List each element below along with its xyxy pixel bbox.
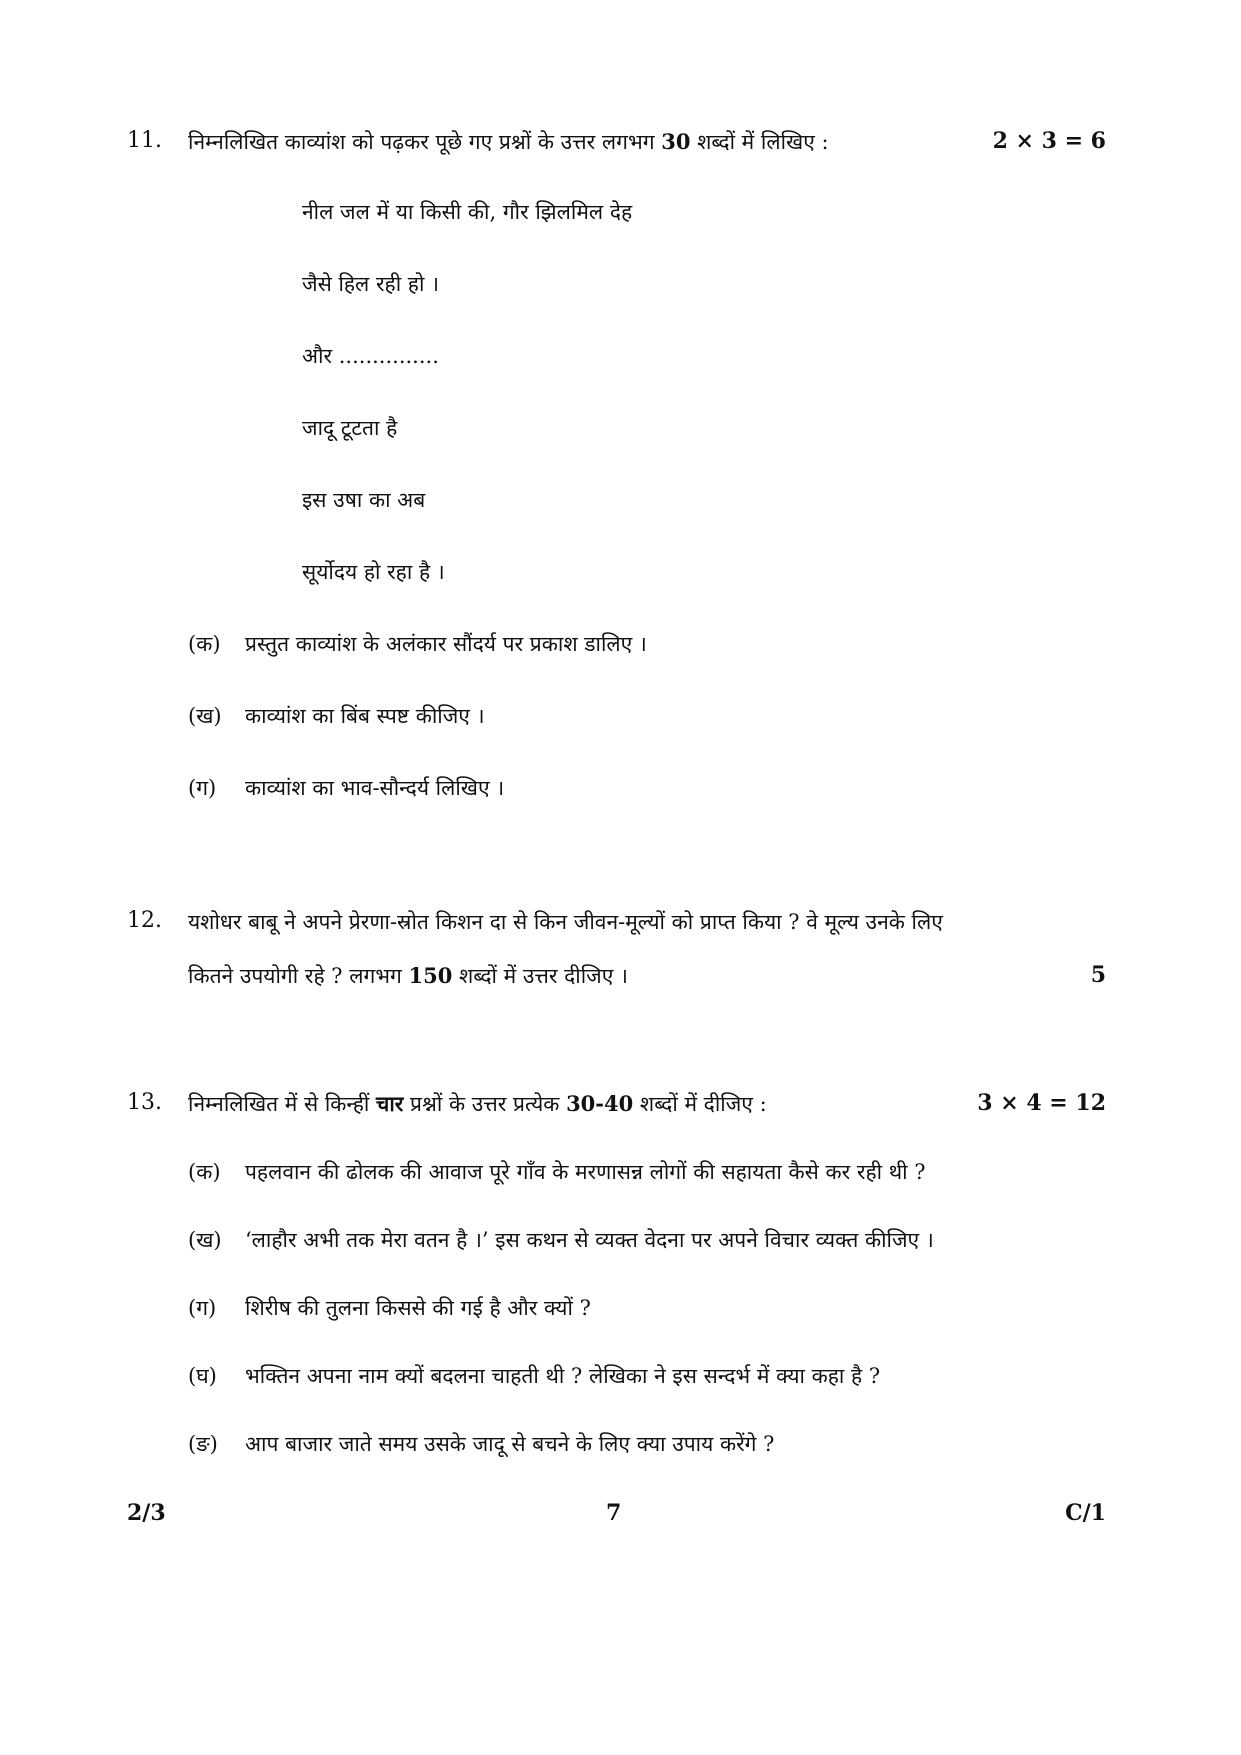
page-number: 7 bbox=[606, 1500, 622, 1526]
poem-line-3: और ............... bbox=[302, 344, 439, 368]
question-13-word-range: 30-40 bbox=[566, 1091, 634, 1116]
q11-sub-text-kha: काव्यांश का बिंब स्पष्ट कीजिए । bbox=[245, 704, 485, 728]
question-13-marks: 3 × 4 = 12 bbox=[977, 1090, 1106, 1116]
question-13-count-word: चार bbox=[375, 1091, 404, 1116]
poem-line-6: सूर्योदय हो रहा है । bbox=[302, 560, 445, 584]
q13-sub-text-ka: पहलवान की ढोलक की आवाज पूरे गाँव के मरणासन्न लोगों की सहायता कैसे कर रही थी ? bbox=[245, 1160, 926, 1184]
poem-line-5: इस उषा का अब bbox=[302, 488, 426, 512]
question-11-number: 11. bbox=[127, 128, 162, 153]
question-12-line-2-part1: कितने उपयोगी रहे ? लगभग bbox=[188, 964, 409, 988]
q13-sub-text-ga: शिरीष की तुलना किससे की गई है और क्यों ? bbox=[245, 1296, 591, 1320]
footer-set: C/1 bbox=[1065, 1500, 1106, 1526]
q13-sub-label-ka: (क) bbox=[188, 1160, 221, 1184]
question-12-line-1: यशोधर बाबू ने अपने प्रेरणा-स्रोत किशन दा से किन जीवन-मूल्यों को प्राप्त किया ? वे मूल्य उनके लिए bbox=[188, 910, 943, 934]
question-12-line-2-part2: शब्दों में उत्तर दीजिए । bbox=[452, 964, 628, 988]
question-13-text bbox=[188, 1090, 767, 1118]
question-12-number: 12. bbox=[127, 908, 162, 933]
question-13-text-part1: निम्नलिखित में से किन्हीं bbox=[188, 1092, 376, 1116]
question-12-word-count: 150 bbox=[408, 963, 453, 988]
q11-sub-text-ka: प्रस्तुत काव्यांश के अलंकार सौंदर्य पर प्रकाश डालिए । bbox=[245, 632, 647, 656]
question-12-marks: 5 bbox=[1090, 962, 1106, 988]
q13-sub-label-ga: (ग) bbox=[188, 1296, 217, 1320]
poem-line-4: जादू टूटता है bbox=[302, 416, 398, 440]
q11-sub-label-kha: (ख) bbox=[188, 704, 222, 728]
question-11-text-part2: शब्दों में लिखिए : bbox=[690, 130, 829, 154]
footer-code: 2/3 bbox=[127, 1500, 166, 1526]
q13-sub-label-gha: (घ) bbox=[188, 1364, 217, 1388]
q11-sub-text-ga: काव्यांश का भाव-सौन्दर्य लिखिए । bbox=[245, 776, 505, 800]
question-13-number: 13. bbox=[127, 1090, 162, 1115]
question-13-text-part3: शब्दों में दीजिए : bbox=[633, 1092, 767, 1116]
question-11-text bbox=[188, 128, 829, 156]
question-12-line-2 bbox=[188, 962, 628, 990]
question-13-text-part2: प्रश्नों के उत्तर प्रत्येक bbox=[403, 1092, 567, 1116]
question-11-word-count: 30 bbox=[661, 129, 691, 154]
q13-sub-text-kha: ‘लाहौर अभी तक मेरा वतन है ।’ इस कथन से व्यक्त वेदना पर अपने विचार व्यक्त कीजिए । bbox=[245, 1228, 934, 1252]
poem-line-1: नील जल में या किसी की, गौर झिलमिल देह bbox=[302, 200, 633, 224]
poem-line-2: जैसे हिल रही हो । bbox=[302, 272, 440, 296]
q13-sub-text-nga: आप बाजार जाते समय उसके जादू से बचने के लिए क्या उपाय करेंगे ? bbox=[245, 1432, 775, 1456]
question-11-text-part1: निम्नलिखित काव्यांश को पढ़कर पूछे गए प्रश्नों के उत्तर लगभग bbox=[188, 130, 662, 154]
q13-sub-label-kha: (ख) bbox=[188, 1228, 222, 1252]
q11-sub-label-ga: (ग) bbox=[188, 776, 217, 800]
q13-sub-text-gha: भक्तिन अपना नाम क्यों बदलना चाहती थी ? लेखिका ने इस सन्दर्भ में क्या कहा है ? bbox=[245, 1364, 881, 1388]
q13-sub-label-nga: (ङ) bbox=[188, 1432, 218, 1456]
q11-sub-label-ka: (क) bbox=[188, 632, 221, 656]
question-11-marks: 2 × 3 = 6 bbox=[992, 128, 1106, 154]
